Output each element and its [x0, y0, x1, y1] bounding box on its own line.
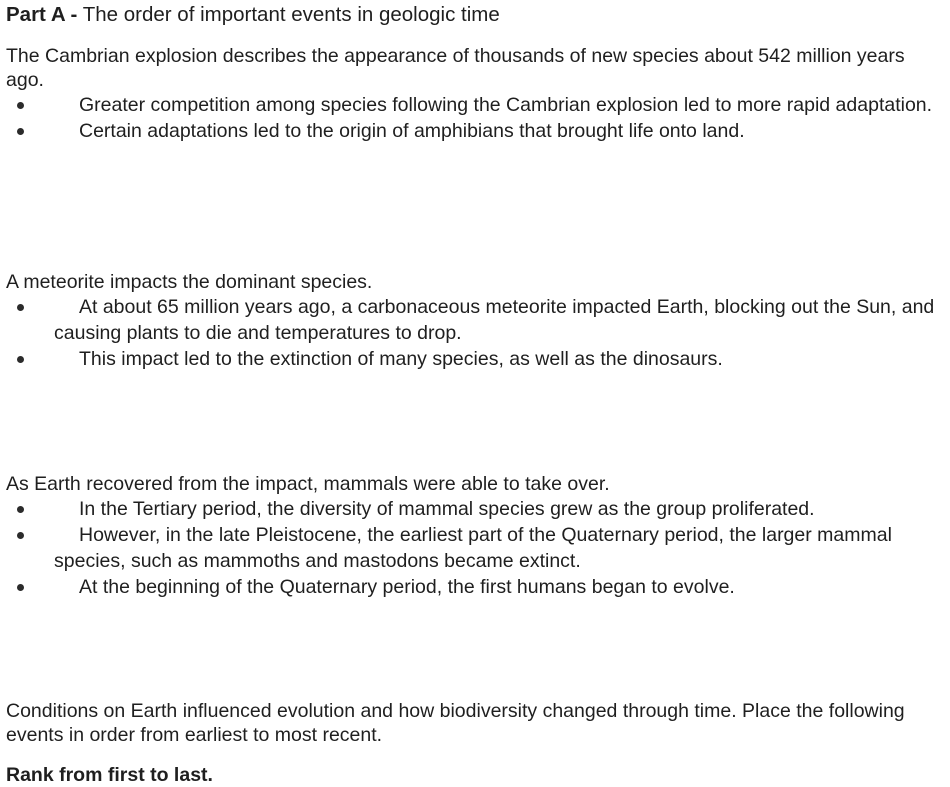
event-bullet-list — [6, 92, 946, 144]
event-bullet: At about 65 million years ago, a carbonaceous meteorite impacted Earth, blocking out the Sun, and causing plants to die and temperatures to drop. — [6, 294, 946, 346]
event-bullet: This impact led to the extinction of many species, as well as the dinosaurs. — [6, 346, 946, 372]
bullet-icon — [17, 356, 24, 363]
event-intro: As Earth recovered from the impact, mammals were able to take over. — [6, 473, 610, 495]
bullet-icon — [17, 128, 24, 135]
instruction-text: Conditions on Earth influenced evolution and how biodiversity changed through time. Place the following events in order from earliest to most recent. — [6, 700, 905, 746]
bullet-icon — [17, 102, 24, 109]
bullet-icon — [17, 532, 24, 539]
event-bullet: In the Tertiary period, the diversity of mammal species grew as the group proliferated. — [6, 496, 946, 522]
event-bullet: Greater competition among species following the Cambrian explosion led to more rapid adaptation. — [6, 92, 946, 118]
rank-label: Rank from first to last. — [6, 764, 213, 786]
bullet-icon — [17, 506, 24, 513]
event-bullet: At the beginning of the Quaternary period, the first humans began to evolve. — [6, 574, 946, 600]
bullet-icon — [17, 304, 24, 311]
part-title: The order of important events in geologic time — [82, 3, 500, 26]
event-intro: The Cambrian explosion describes the appearance of thousands of new species about 542 million years ago. — [6, 45, 905, 91]
event-bullet: Certain adaptations led to the origin of amphibians that brought life onto land. — [6, 118, 946, 144]
bullet-icon — [17, 584, 24, 591]
part-label: Part A - — [6, 3, 78, 26]
part-heading — [6, 3, 500, 27]
event-bullet-list — [6, 496, 946, 600]
draggable-event-item[interactable] — [6, 270, 946, 372]
event-bullet-list — [6, 294, 946, 372]
event-bullet: However, in the late Pleistocene, the earliest part of the Quaternary period, the larger mammal species, such as mammoths and mastodons became extinct. — [6, 522, 946, 574]
draggable-event-item[interactable] — [6, 472, 946, 600]
event-intro: A meteorite impacts the dominant species. — [6, 271, 373, 293]
draggable-event-item[interactable] — [6, 44, 946, 144]
